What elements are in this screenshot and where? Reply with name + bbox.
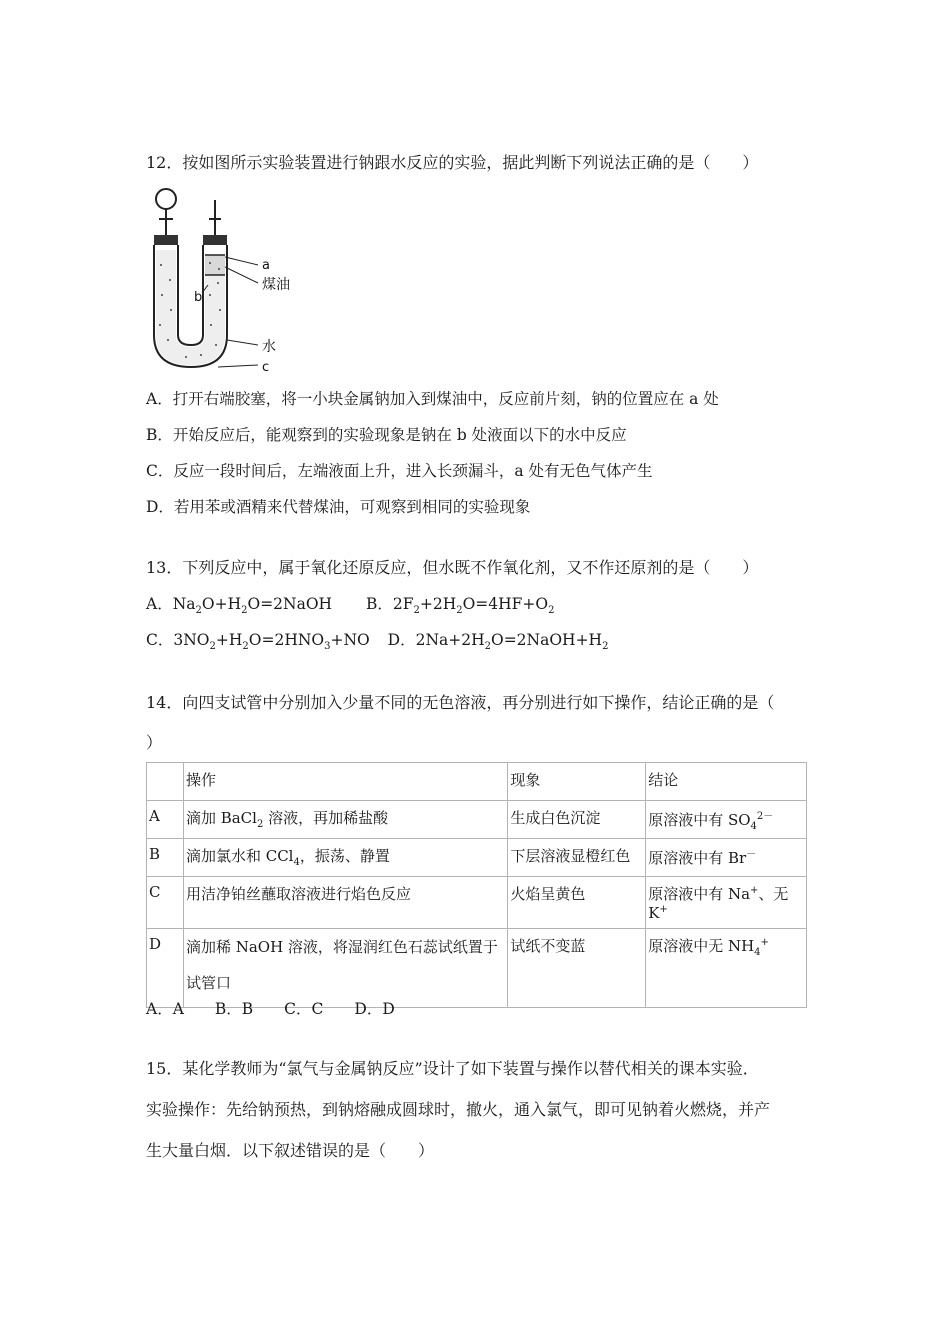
u-tube-apparatus-figure bbox=[146, 185, 326, 380]
row-operation: 滴加氯水和 CCl$_4$，振荡、静置 bbox=[183, 839, 507, 877]
row-observation: 试纸不变蓝 bbox=[508, 929, 646, 1008]
row-conclusion: 原溶液中有 Na+、无 K+ bbox=[646, 877, 807, 929]
row-operation: 用洁净铂丝蘸取溶液进行焰色反应 bbox=[183, 877, 507, 929]
question-15-line1: 15．某化学教师为“氯气与金属钠反应”设计了如下装置与操作以替代相关的课本实验． bbox=[146, 1059, 759, 1078]
question-12-stem: 12．按如图所示实验装置进行钠跟水反应的实验，据此判断下列说法正确的是（ ） bbox=[146, 153, 759, 172]
table-header: 结论 bbox=[646, 763, 807, 801]
row-conclusion: 原溶液中无 $NH_4^+$ bbox=[646, 929, 807, 1008]
option-b-label: B． bbox=[365, 595, 393, 613]
row-observation: 下层溶液显橙红色 bbox=[508, 839, 646, 877]
question-12-option-a: A．打开右端胶塞，将一小块金属钠加入到煤油中，反应前片刻，钠的位置应在 a 处 bbox=[146, 390, 719, 408]
question-12-option-b: B．开始反应后，能观察到的实验现象是钠在 b 处液面以下的水中反应 bbox=[146, 426, 627, 444]
question-12-option-c: C．反应一段时间后，左端液面上升，进入长颈漏斗，a 处有无色气体产生 bbox=[146, 462, 653, 480]
label-c: c bbox=[262, 360, 270, 375]
row-label: A bbox=[147, 801, 184, 839]
label-kerosene: 煤油 bbox=[262, 277, 290, 293]
question-13-stem: 13．下列反应中，属于氧化还原反应，但水既不作氧化剂，又不作还原剂的是（ ） bbox=[146, 558, 759, 577]
table-header: 现象 bbox=[508, 763, 646, 801]
table-row bbox=[147, 929, 807, 1008]
option-a-label: A． bbox=[146, 595, 173, 613]
table-row bbox=[147, 839, 807, 877]
table-header bbox=[147, 763, 184, 801]
question-13-options-ab: A．$Na_2O+H_2O=2NaOH$ B．$2F_2+2H_2O=4HF+O_2$ bbox=[146, 595, 555, 617]
table-header-row bbox=[147, 763, 807, 801]
option-d-label: D． bbox=[387, 631, 416, 649]
question-15-line3: 生大量白烟．以下叙述错误的是（ ） bbox=[146, 1141, 435, 1160]
label-b: b bbox=[194, 290, 203, 305]
row-conclusion: 原溶液中有 Br－ bbox=[646, 839, 807, 877]
question-15-line2: 实验操作：先给钠预热，到钠熔融成圆球时，撤火，通入氯气，即可见钠着火燃烧，并产 bbox=[146, 1100, 771, 1119]
table-row bbox=[147, 801, 807, 839]
label-a: a bbox=[262, 258, 270, 273]
table-header: 操作 bbox=[183, 763, 507, 801]
question-14-stem-line1: 14．向四支试管中分别加入少量不同的无色溶液，再分别进行如下操作，结论正确的是（ bbox=[146, 693, 775, 712]
label-water: 水 bbox=[262, 339, 276, 355]
row-observation: 火焰呈黄色 bbox=[508, 877, 646, 929]
row-label: D bbox=[147, 929, 184, 1008]
row-operation: 滴加稀 NaOH 溶液，将湿润红色石蕊试纸置于试管口 bbox=[183, 929, 507, 1008]
row-conclusion: 原溶液中有 $SO_4^{2-}$ bbox=[646, 801, 807, 839]
row-label: B bbox=[147, 839, 184, 877]
question-14-stem-line2: ） bbox=[146, 733, 163, 752]
row-operation: 滴加 BaCl$_2$ 溶液，再加稀盐酸 bbox=[183, 801, 507, 839]
table-row bbox=[147, 877, 807, 929]
option-c-label: C． bbox=[146, 631, 174, 649]
question-14-answers: A．A B．B C．C D．D bbox=[146, 1000, 395, 1018]
row-label: C bbox=[147, 877, 184, 929]
question-12-option-d: D．若用苯或酒精来代替煤油，可观察到相同的实验现象 bbox=[146, 498, 531, 516]
row-observation: 生成白色沉淀 bbox=[508, 801, 646, 839]
question-13-options-cd: C．$3NO_2+H_2O=2HNO_3+NO$ D．$2Na+2H_2O=2NaOH+H_2$ bbox=[146, 631, 609, 653]
operations-table bbox=[146, 762, 807, 1008]
